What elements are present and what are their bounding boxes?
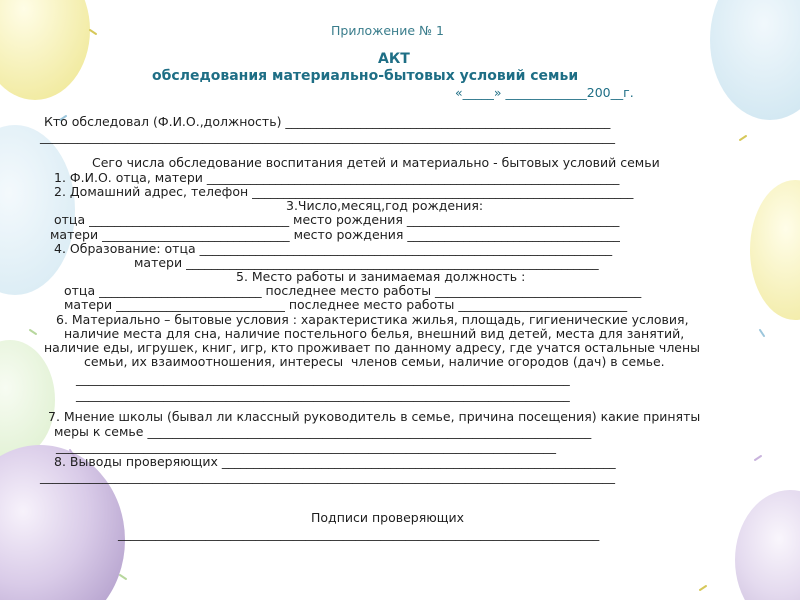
item-3-mother: матери ______________________________ место рождения __________________________________ [50,227,620,242]
item-6-blank-2: _______________________________________________________________________________ [76,387,570,402]
appendix-label: Приложение № 1 [331,23,444,38]
item-7-blank: ________________________________________________________________________________ [56,439,556,454]
item-4-education-mother: матери __________________________________________________________________ [134,255,599,270]
item-6-line-2: наличие места для сна, наличие постельного белья, внешний вид детей, места для занятий, [64,326,685,341]
item-1-parents-name: 1. Ф.И.О. отца, матери __________________________________________________________________ [54,170,620,185]
date-line: «_____» _____________200__г. [455,85,634,100]
item-5-mother: матери ___________________________ последнее место работы ___________________________ [64,297,628,312]
item-6-line-1: 6. Материально – бытовые условия : характеристика жилья, площадь, гигиенические условия, [56,312,689,327]
item-4-education-father: 4. Образование: отца __________________________________________________________________ [54,241,613,256]
item-3-heading: 3.Число,месяц,год рождения: [286,198,484,213]
signatures-label: Подписи проверяющих [311,510,465,525]
item-3-father: отца ________________________________ место рождения __________________________________ [54,212,620,227]
item-5-father: отца __________________________ последнее место работы _________________________________ [64,283,642,298]
document-title: АКТ [378,51,410,67]
inspector-blank-line: ____________________________________________________________________________________________ [40,129,615,144]
signatures-line: _____________________________________________________________________________ [118,526,600,541]
item-6-line-3: наличие еды, игрушек, книг, игр, кто проживает по данному адресу, где учатся остальные члены [44,340,701,355]
item-7-line-1: 7. Мнение школы (бывал ли классный руководитель в семье, причина посещения) какие приняты [48,409,701,424]
item-6-blank-1: _______________________________________________________________________________ [76,371,570,386]
inspector-field: Кто обследовал (Ф.И.О.,должность) ____________________________________________________ [44,114,611,129]
item-8-conclusions: 8. Выводы проверяющих _______________________________________________________________ [54,454,616,469]
document-subtitle: обследования материально-бытовых условий семьи [152,68,579,84]
item-7-line-2: меры к семье _______________________________________________________________________ [54,424,592,439]
item-5-heading: 5. Место работы и занимаемая должность : [236,269,526,284]
item-2-address: 2. Домашний адрес, телефон _____________________________________________________________ [54,184,634,199]
intro-text: Сего числа обследование воспитания детей и материально - бытовых условий семьи [92,155,660,170]
item-6-line-4: семьи, их взаимоотношения, интересы членов семьи, наличие огородов (дач) в семье. [84,354,665,369]
item-8-blank: ____________________________________________________________________________________________ [40,469,615,484]
